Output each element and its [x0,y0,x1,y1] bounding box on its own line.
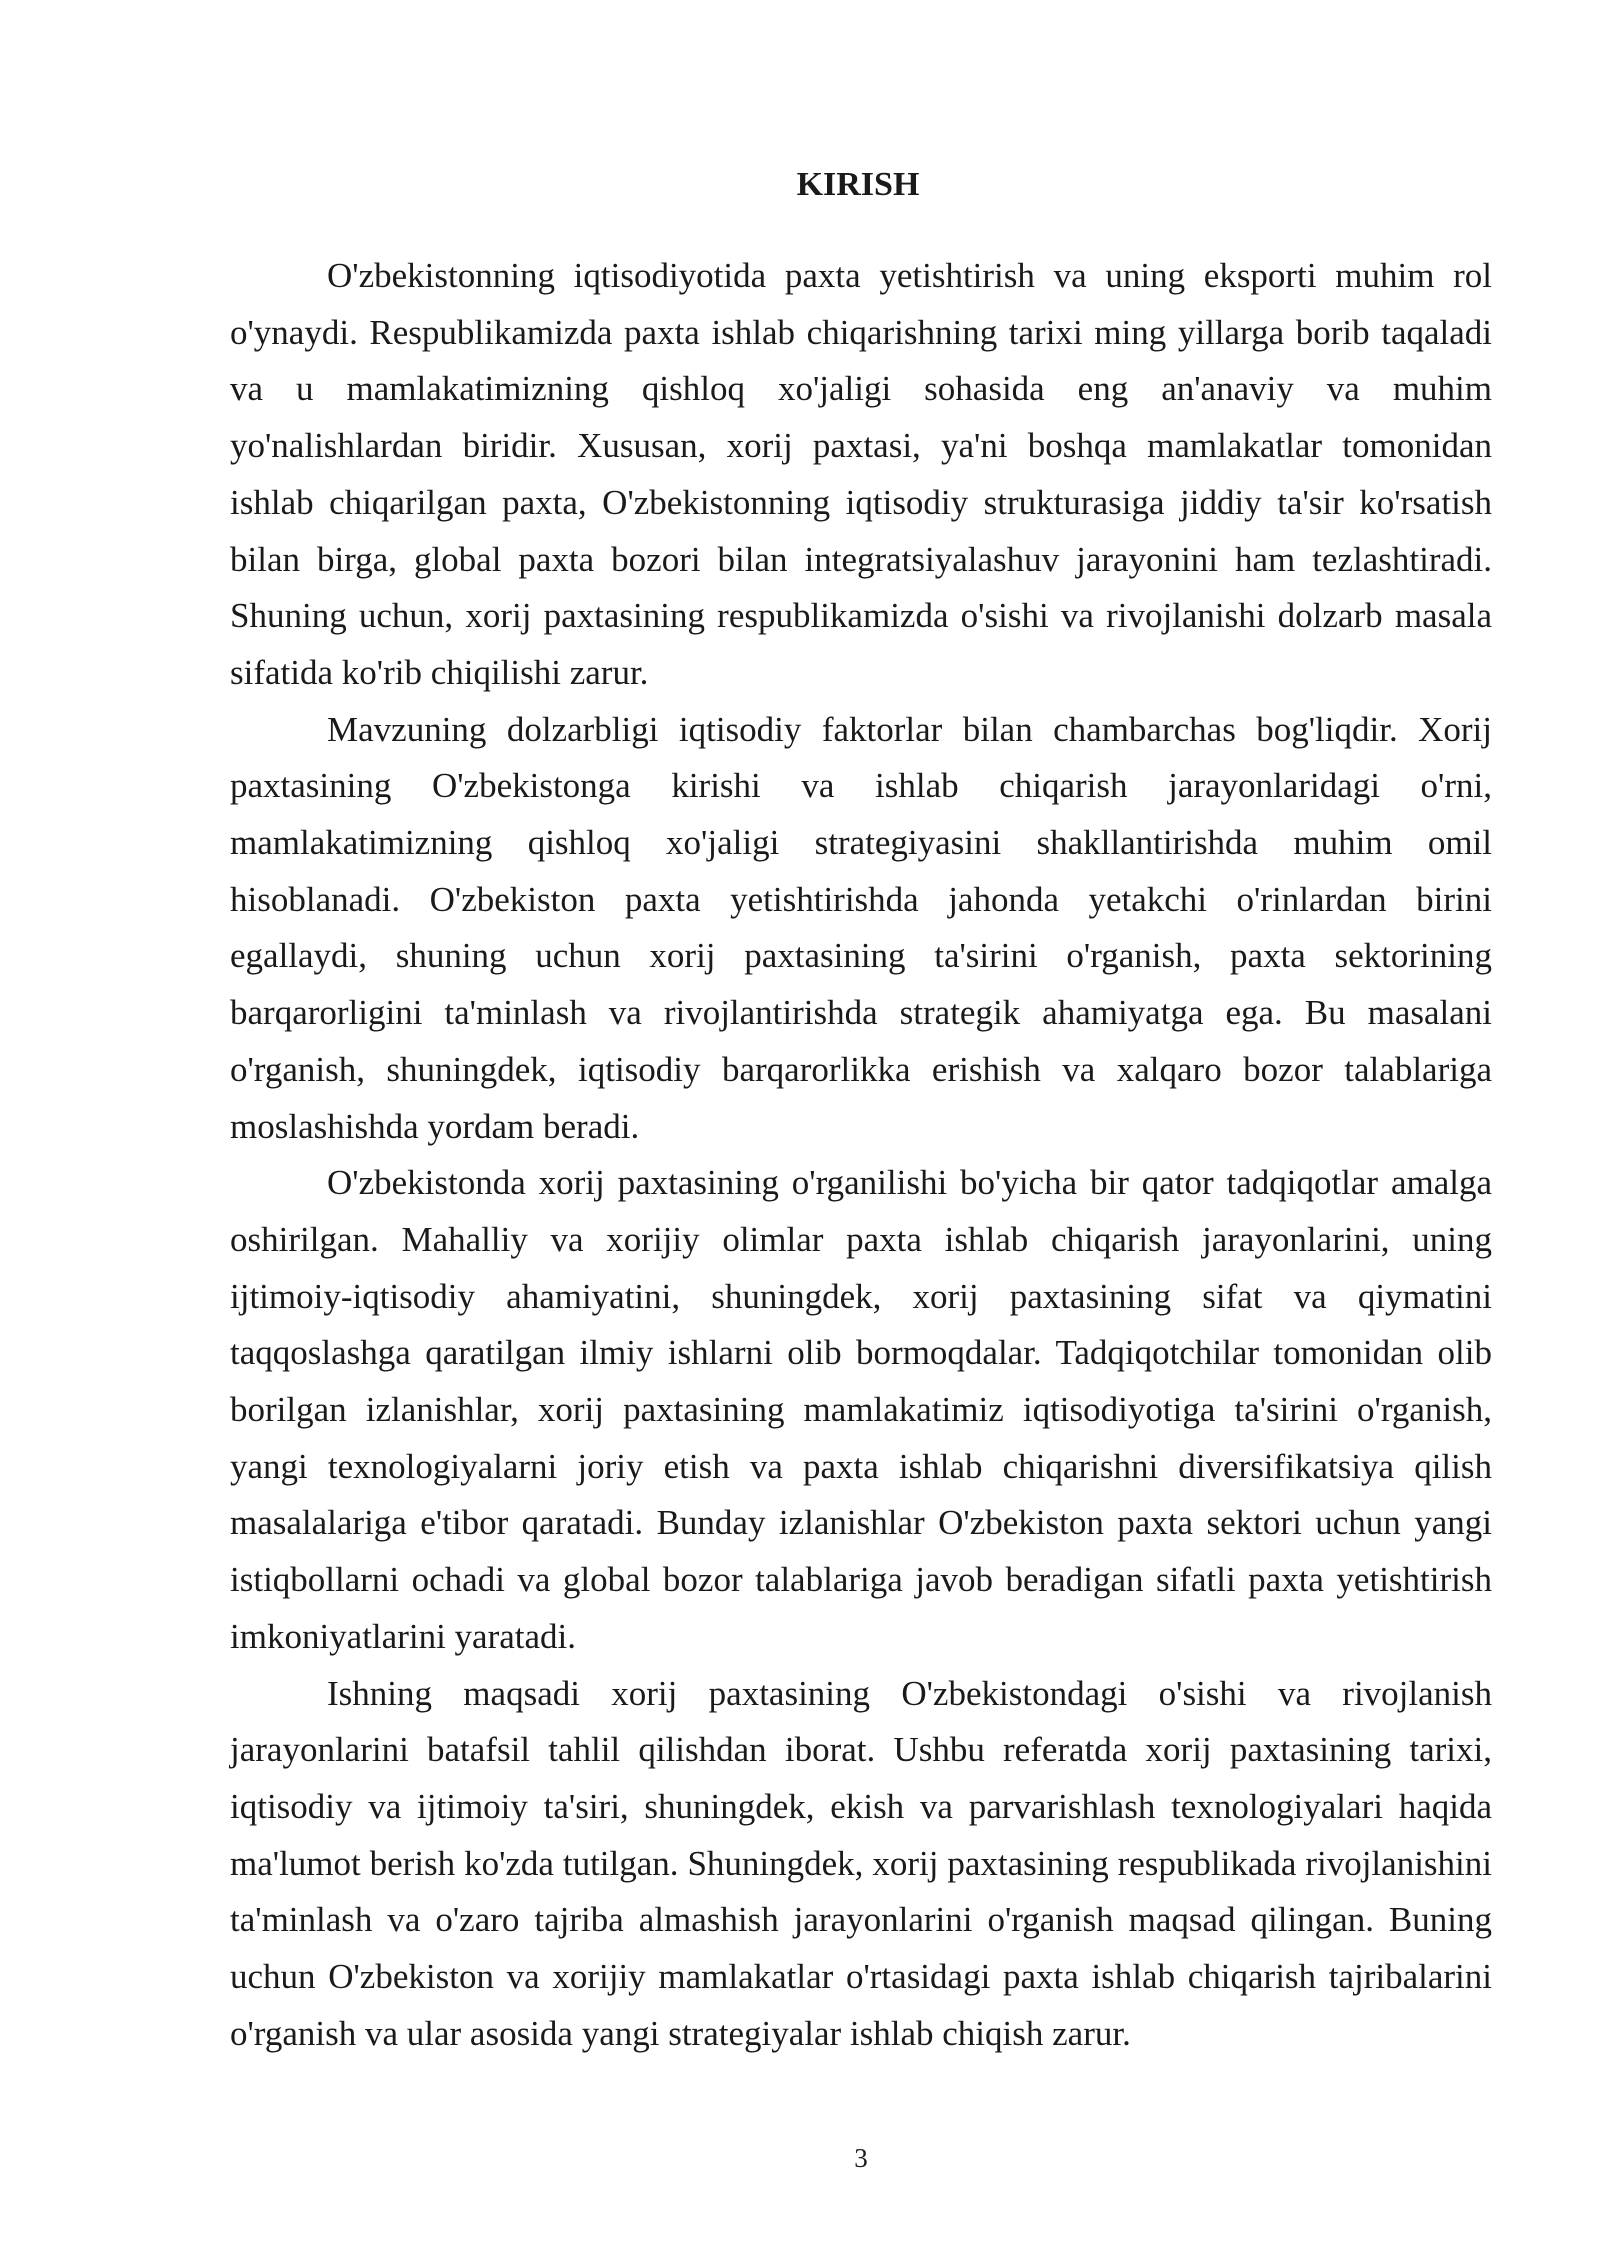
paragraph-4: Ishning maqsadi xorij paxtasining O'zbekistondagi o'sishi va rivojlanish jarayonlarini batafsil tahlil qilishdan iborat. Ushbu referatda xorij paxtasining tarixi, iqtisodiy va ijtimoiy ta'siri, shuningdek, ekish va parvarishlash texnologiyalari haqida ma'lumot berish ko'zda tutilgan. Shuningdek, xorij paxtasining respublikada rivojlanishini ta'minlash va o'zaro tajriba almashish jarayonlarini o'rganish maqsad qilingan. Buning uchun O'zbekiston va xorijiy mamlakatlar o'rtasidagi paxta ishlab chiqarish tajribalarini o'rganish va ular asosida yangi strategiyalar ishlab chiqish zarur. [230,1673,1492,2053]
page-number: 3 [854,2143,868,2173]
paragraph-2: Mavzuning dolzarbligi iqtisodiy faktorlar bilan chambarchas bog'liqdir. Xorij paxtasining O'zbekistonga kirishi va ishlab chiqarish jarayonlaridagi o'rni, mamlakatimizning qishloq xo'jaligi strategiyasini shakllantirishda muhim omil hisoblanadi. O'zbekiston paxta yetishtirishda jahonda yetakchi o'rinlardan birini egallaydi, shuning uchun xorij paxtasining ta'sirini o'rganish, paxta sektorining barqarorligini ta'minlash va rivojlantirishda strategik ahamiyatga ega. Bu masalani o'rganish, shuningdek, iqtisodiy barqarorlikka erishish va xalqaro bozor talablariga moslashishda yordam beradi. [230,709,1492,1146]
document-body [230,248,1492,2063]
paragraph-3: O'zbekistonda xorij paxtasining o'rganilishi bo'yicha bir qator tadqiqotlar amalga oshirilgan. Mahalliy va xorijiy olimlar paxta ishlab chiqarish jarayonlarini, uning ijtimoiy-iqtisodiy ahamiyatini, shuningdek, xorij paxtasining sifat va qiymatini taqqoslashga qaratilgan ilmiy ishlarni olib bormoqdalar. Tadqiqotchilar tomonidan olib borilgan izlanishlar, xorij paxtasining mamlakatimiz iqtisodiyotiga ta'sirini o'rganish, yangi texnologiyalarni joriy etish va paxta ishlab chiqarishni diversifikatsiya qilish masalalariga e'tibor qaratadi. Bunday izlanishlar O'zbekiston paxta sektori uchun yangi istiqbollarni ochadi va global bozor talablariga javob beradigan sifatli paxta yetishtirish imkoniyatlarini yaratadi. [230,1163,1492,1656]
section-heading: KIRISH [796,166,920,203]
paragraph-1: O'zbekistonning iqtisodiyotida paxta yetishtirish va uning eksporti muhim rol o'ynaydi. Respublikamizda paxta ishlab chiqarishning tarixi ming yillarga borib taqaladi va u mamlakatimizning qishloq xo'jaligi sohasida eng an'anaviy va muhim yo'nalishlardan biridir. Xususan, xorij paxtasi, ya'ni boshqa mamlakatlar tomonidan ishlab chiqarilgan paxta, O'zbekistonning iqtisodiy strukturasiga jiddiy ta'sir ko'rsatish bilan birga, global paxta bozori bilan integratsiyalashuv jarayonini ham tezlashtiradi. Shuning uchun, xorij paxtasining respublikamizda o'sishi va rivojlanishi dolzarb masala sifatida ko'rib chiqilishi zarur. [230,256,1492,692]
